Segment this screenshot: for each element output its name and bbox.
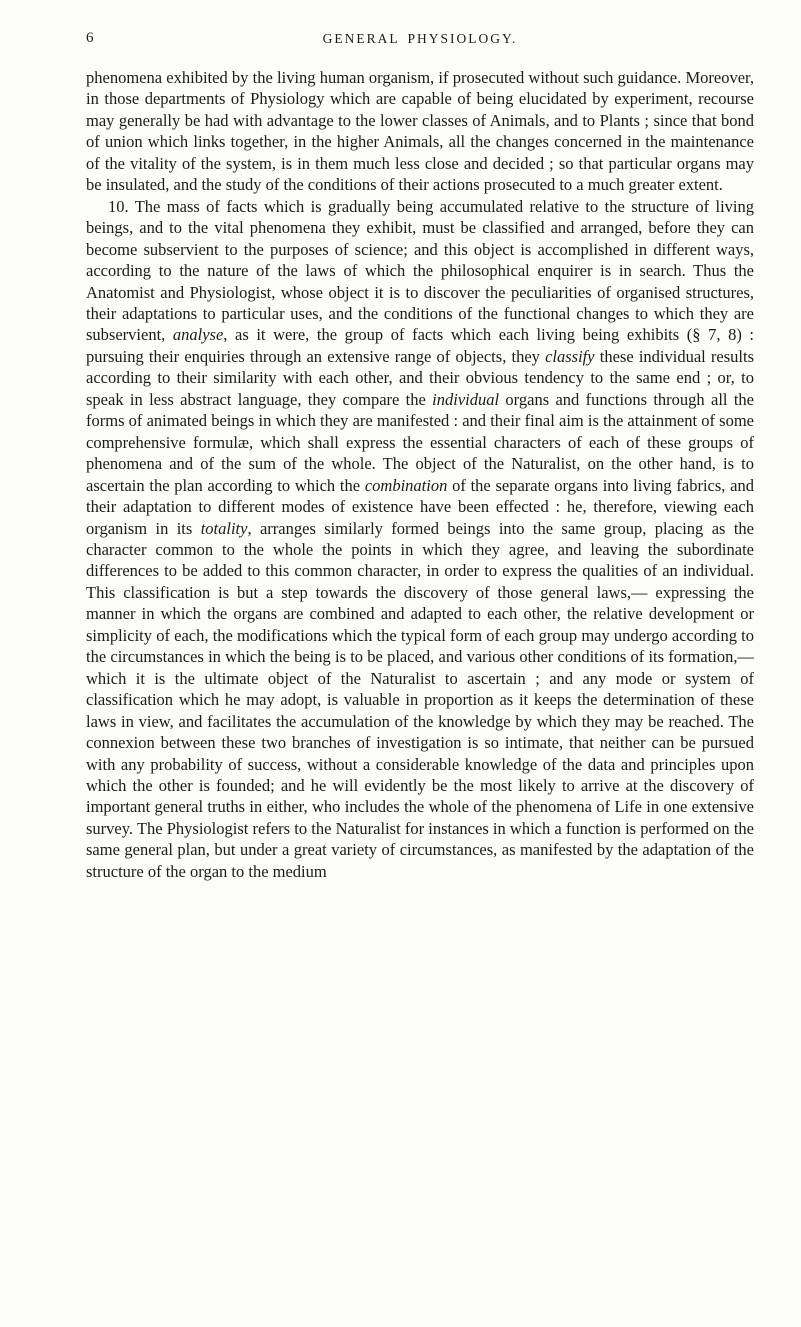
text-run: , arranges similarly formed beings into the same group, placing as the character common to the whole the points in which they agree, and leaving the subordinate differences to be added to this common character, in order to express the qualities of an individual. This classification is but a step towards the discovery of those general laws,— expressing the manner in which the organs are combined and adapted to each other, the relative development or simplicity of each, the modifications which the typical form of each group may undergo according to the circumstances in which the being is to be placed, and various other conditions of its formation,—which it is the ultimate object of the Naturalist to ascertain ; and any mode or system of classification which he may adopt, is valuable in proportion as it keeps the determination of these laws in view, and facilitates the accumulation of the knowledge by which they may be reached. The connexion between these two branches of investigation is so intimate, that neither can be pursued with any probability of success, without a considerable knowledge of the data and principles upon which the other is founded; and he will evidently be the most likely to arrive at the discovery of important general truths in either, who includes the whole of the phenomena of Life in one extensive survey. The Physiologist refers to the Naturalist for instances in which a function is performed on the same general plan, but under a great variety of circumstances, as manifested by the adaptation of the structure of the organ to the medium [86,518,754,881]
page-header [86,30,754,52]
paragraph [86,196,754,883]
text-run: these individual results according to their similarity with each other, and their obvious tendency to the same end ; or, to speak in less abstract language, they compare the [86,346,754,409]
italic-text-run: totality [200,518,248,538]
italic-text-run: individual [432,389,500,409]
italic-text-run: analyse [172,325,224,345]
paragraph [86,67,754,196]
page-body [86,67,754,882]
page-number: 6 [86,30,94,46]
running-title: GENERAL PHYSIOLOGY. [322,31,518,46]
italic-text-run: classify [545,346,595,366]
italic-text-run: combination [364,475,448,495]
text-run: phenomena exhibited by the living human organism, if prosecuted without such guidance. Moreover, in those departments of Physiology which are capable of being elucidated by experiment, recourse may generally be had with advantage to the lower classes of Animals, and to Plants ; since that bond of union which links together, in the higher Animals, all the changes concerned in the maintenance of the vitality of the system, is in them much less close and decided ; so that particular organs may be insulated, and the study of the conditions of their actions prosecuted to a much greater extent. [86,68,754,195]
text-run: organs and functions through all the forms of animated beings in which they are manifested : and their final aim is the attainment of some comprehensive formulæ, which shall express the essential characters of each of these groups of phenomena and of the sum of the whole. The object of the Naturalist, on the other hand, is to ascertain the plan according to which the [86,389,754,495]
text-run: of the separate organs into living fabrics, and their adaptation to different modes of existence have been effected : he, therefore, viewing each organism in its [86,475,754,538]
text-run: 10. The mass of facts which is gradually being accumulated relative to the structure of living beings, and to the vital phenomena they exhibit, must be classified and arranged, before they can become subservient to the purposes of science; and this object is accomplished in different ways, according to the nature of the laws of which the philosophical enquirer is in search. Thus the Anatomist and Physiologist, whose object it is to discover the peculiarities of organised structures, their adaptations to particular uses, and the conditions of the functional changes to which they are subservient, [86,196,754,345]
text-run: , as it were, the group of facts which each living being exhibits (§ 7, 8) : pursuing their enquiries through an extensive range of objects, they [86,325,754,366]
